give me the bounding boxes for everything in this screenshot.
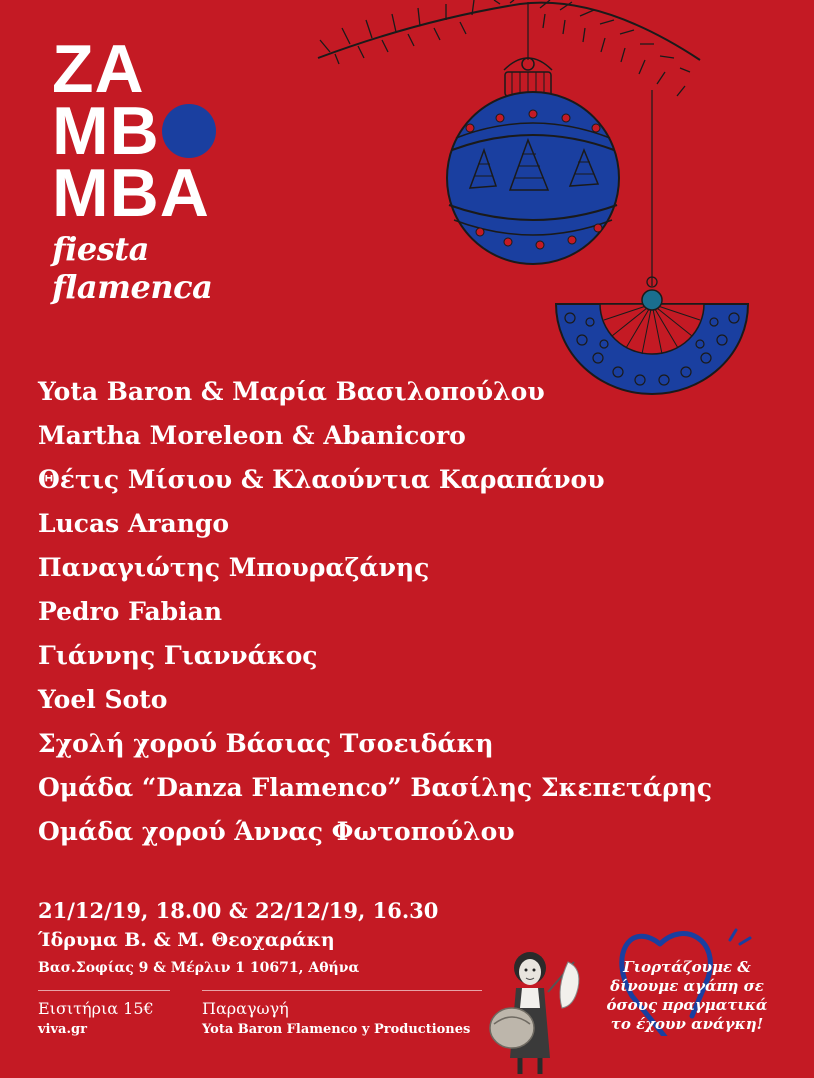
- tickets-info: [38, 998, 154, 1040]
- tickets-website[interactable]: viva.gr: [38, 1022, 87, 1037]
- production-company: Yota Baron Flamenco y Productiones: [202, 1022, 471, 1037]
- production-label: Παραγωγή: [202, 999, 289, 1018]
- logo-line-3-text: MBA: [52, 155, 210, 231]
- artist-item: Ομάδα χορού Άννας Φωτοπούλου: [38, 817, 515, 846]
- divider-tickets: [38, 990, 170, 991]
- logo-line-1: ZA: [52, 31, 145, 107]
- artist-item: Lucas Arango: [38, 509, 230, 538]
- artist-item: Σχολή χορού Βάσιας Τσοειδάκη: [38, 729, 494, 758]
- christmas-ornaments-illustration: [0, 0, 814, 420]
- production-info: [202, 998, 470, 1040]
- divider-production: [202, 990, 482, 991]
- girl-photo-image: [486, 948, 596, 1078]
- artist-item: Γιάννης Γιαννάκος: [38, 641, 318, 670]
- event-venue: Ίδρυμα Β. & Μ. Θεοχαράκη: [38, 929, 335, 951]
- charity-line-4: το έχουν ανάγκη!: [610, 1015, 764, 1033]
- event-info: [38, 896, 438, 982]
- logo-subtitle: fiesta flamenca: [52, 230, 213, 306]
- artist-item: Yota Baron & Μαρία Βασιλοπούλου: [38, 377, 545, 406]
- blue-ornament-ball-icon: [447, 2, 619, 264]
- artist-item: Θέτις Μίσιου & Κλαούντια Καραπάνου: [38, 465, 605, 494]
- charity-text: [590, 958, 784, 1034]
- logo-line-2-text: MB: [52, 93, 160, 169]
- event-dates: 21/12/19, 18.00 & 22/12/19, 16.30: [38, 898, 439, 923]
- artist-item: Ομάδα “Danza Flamenco” Βασίλης Σκεπετάρης: [38, 773, 713, 802]
- tickets-label: Εισιτήρια 15€: [38, 999, 154, 1018]
- charity-line-2: δίνουμε αγάπη σε: [610, 977, 764, 995]
- charity-line-3: όσους πραγματικά: [606, 996, 768, 1014]
- charity-line-1: Γιορτάζουμε &: [623, 958, 751, 976]
- artist-item: Martha Moreleon & Abanicoro: [38, 421, 466, 450]
- artists-list: [38, 370, 778, 854]
- artist-item: Yoel Soto: [38, 685, 168, 714]
- charity-message: [590, 958, 784, 1034]
- artist-item: Παναγιώτης Μπουραζάνης: [38, 553, 430, 582]
- event-address: Βασ.Σοφίας 9 & Μέρλιν 1 10671, Αθήνα: [38, 960, 360, 976]
- artist-item: Pedro Fabian: [38, 597, 222, 626]
